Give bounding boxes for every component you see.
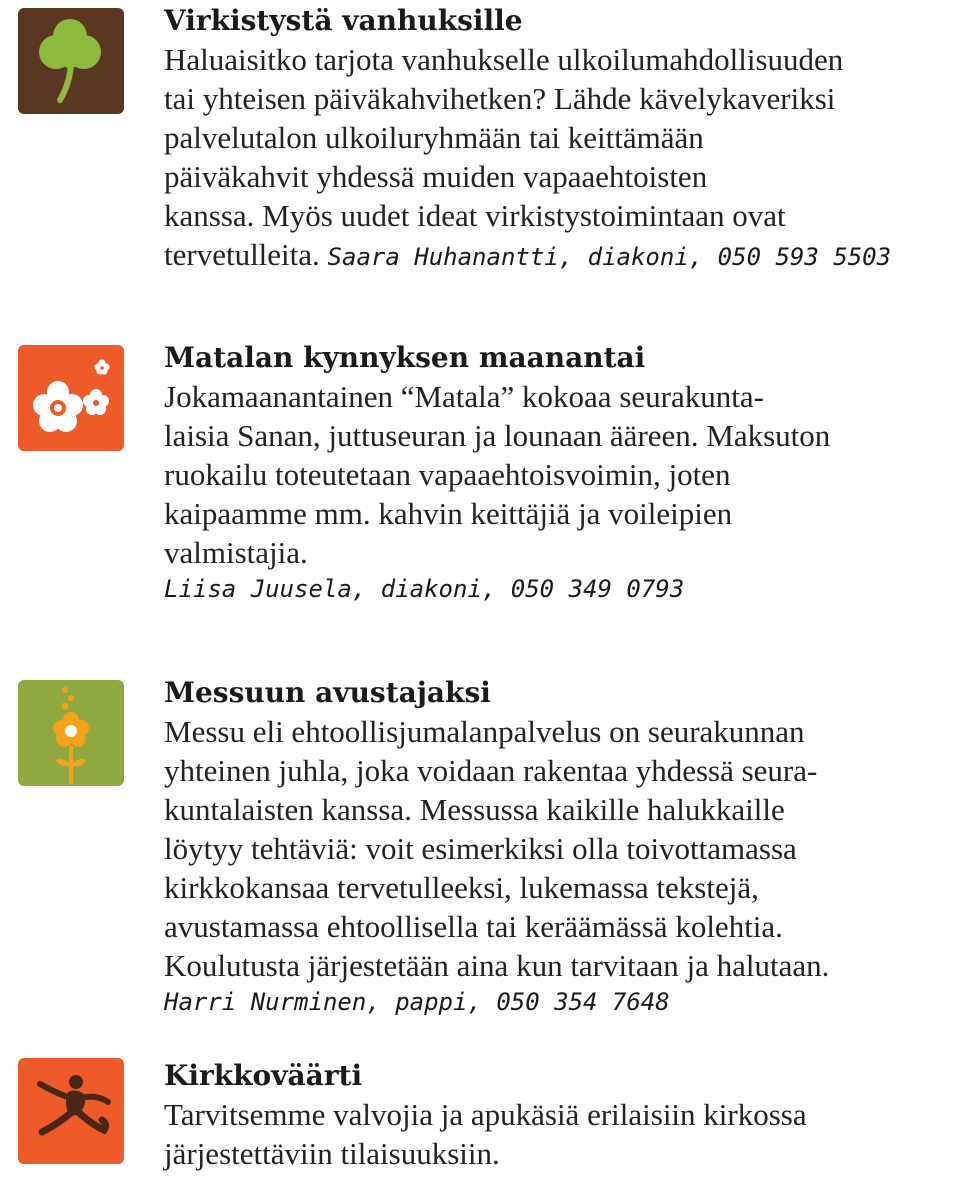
section-title: Messuun avustajaksi	[164, 676, 491, 709]
body-line-end: tervetulleita.	[164, 237, 320, 272]
body-line: Messu eli ehtoollisjumalanpalvelus on seurakunnan	[164, 714, 805, 749]
clover-icon	[18, 8, 124, 114]
body-line: valmistajia.	[164, 535, 308, 570]
contact-info: Harri Nurminen, pappi, 050 354 7648	[164, 988, 670, 1016]
body-line: Haluaisitko tarjota vanhukselle ulkoilumahdollisuuden	[164, 42, 844, 77]
body-line: yhteinen juhla, joka voidaan rakentaa yhdessä seura-	[164, 753, 818, 788]
body-line: päiväkahvit yhdessä muiden vapaaehtoisten	[164, 159, 708, 194]
body-line: Tarvitsemme valvojia ja apukäsiä erilaisiin kirkossa	[164, 1097, 807, 1132]
body-line: laisia Sanan, juttuseuran ja lounaan ääreen. Maksuton	[164, 418, 831, 453]
section-title: Virkistystä vanhuksille	[164, 4, 523, 37]
section-title: Kirkkoväärti	[164, 1059, 363, 1092]
contact-info: Saara Huhanantti, diakoni, 050 593 5503	[327, 243, 892, 271]
leaping-figure-icon	[18, 1058, 124, 1164]
body-line: tai yhteisen päiväkahvihetken? Lähde kävelykaveriksi	[164, 81, 836, 116]
body-line: kirkkokansaa tervetulleeksi, lukemassa tekstejä,	[164, 870, 759, 905]
body-line: kuntalaisten kanssa. Messussa kaikille halukkaille	[164, 792, 785, 827]
body-line: löytyy tehtäviä: voit esimerkiksi olla toivottamassa	[164, 831, 797, 866]
section-title: Matalan kynnyksen maanantai	[164, 341, 646, 374]
body-line: järjestettäviin tilaisuuksiin.	[164, 1136, 500, 1171]
body-line: avustamassa ehtoollisella tai keräämässä kolehtia.	[164, 909, 783, 944]
body-line	[164, 235, 954, 277]
flower-stem-icon	[18, 680, 124, 786]
body-line: Jokamaanantainen “Matala” kokoaa seurakunta-	[164, 379, 764, 414]
body-line: kaipaamme mm. kahvin keittäjiä ja voileipien	[164, 496, 733, 531]
contact-info: Liisa Juusela, diakoni, 050 349 0793	[164, 575, 685, 603]
body-line: kanssa. Myös uudet ideat virkistystoimintaan ovat	[164, 198, 786, 233]
body-line: palvelutalon ulkoiluryhmään tai keittämään	[164, 120, 704, 155]
body-line: ruokailu toteutetaan vapaaehtoisvoimin, joten	[164, 457, 731, 492]
body-line: Koulutusta järjestetään aina kun tarvitaan ja halutaan.	[164, 948, 830, 983]
flowers-icon	[18, 345, 124, 451]
